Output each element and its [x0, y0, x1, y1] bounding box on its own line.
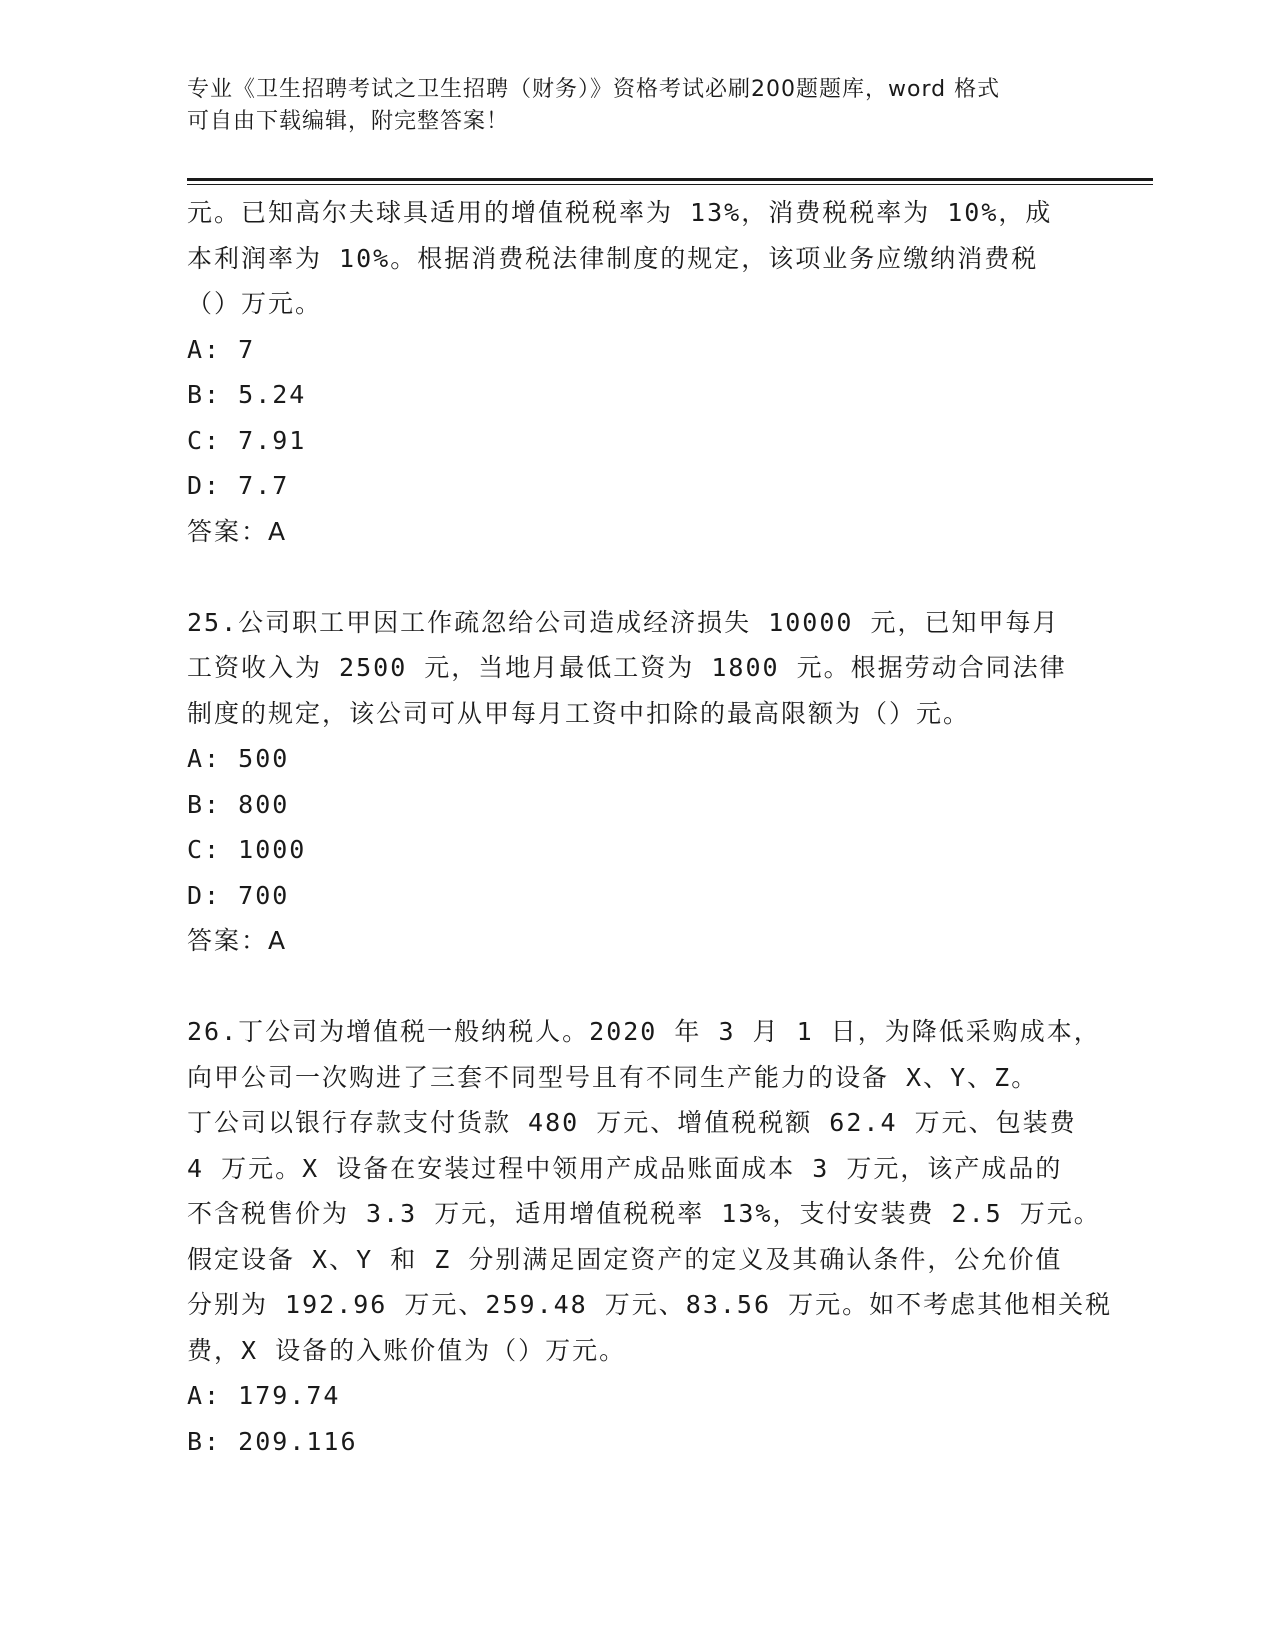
- question-24: [187, 190, 1087, 554]
- question-26-stem-line: 分别为 192.96 万元、259.48 万元、83.56 万元。如不考虑其他相关税: [187, 1290, 1113, 1319]
- page-header: [187, 74, 1087, 138]
- header-rule-thick: [187, 178, 1153, 181]
- question-24-answer: 答案：A: [187, 516, 288, 546]
- question-24-option-a: A: 7: [187, 334, 256, 364]
- question-25-option-c: C: 1000: [187, 835, 307, 864]
- question-25: [187, 600, 1087, 964]
- question-26-stem-line: 丁公司以银行存款支付货款 480 万元、增值税税额 62.4 万元、包装费: [187, 1108, 1077, 1137]
- question-spacer: [187, 964, 1087, 1010]
- question-26-option-b: B: 209.116: [187, 1426, 358, 1456]
- question-25-answer: 答案：A: [187, 926, 288, 955]
- question-26-option-a: A: 179.74: [187, 1381, 341, 1410]
- question-24-stem-line: （）万元。: [187, 289, 323, 318]
- question-24-option-b: B: 5.24: [187, 380, 307, 409]
- question-24-stem-line: 元。已知高尔夫球具适用的增值税税率为 13%，消费税税率为 10%，成: [187, 198, 1053, 227]
- question-24-stem-line: 本利润率为 10%。根据消费税法律制度的规定，该项业务应缴纳消费税: [187, 243, 1039, 273]
- question-25-option-b: B: 800: [187, 789, 290, 819]
- question-26-stem-line: 不含税售价为 3.3 万元，适用增值税税率 13%，支付安装费 2.5 万元。: [187, 1199, 1101, 1228]
- header-title-line-1: 专业《卫生招聘考试之卫生招聘（财务）》资格考试必刷200题题库，word 格式: [187, 77, 1001, 102]
- question-25-stem-line: 25.公司职工甲因工作疏忽给公司造成经济损失 10000 元，已知甲每月: [187, 607, 1060, 637]
- question-24-option-c: C: 7.91: [187, 425, 307, 455]
- question-26: [187, 1009, 1113, 1464]
- question-26-stem-line: 26.丁公司为增值税一般纳税人。2020 年 3 月 1 日，为降低采购成本，: [187, 1017, 1101, 1046]
- header-title-line-2: 可自由下载编辑，附完整答案！: [187, 109, 510, 134]
- question-25-stem-line: 制度的规定，该公司可从甲每月工资中扣除的最高限额为（）元。: [187, 698, 971, 728]
- question-25-option-a: A: 500: [187, 744, 290, 773]
- question-25-stem-line: 工资收入为 2500 元，当地月最低工资为 1800 元。根据劳动合同法律: [187, 653, 1067, 682]
- question-26-stem-line: 向甲公司一次购进了三套不同型号且有不同生产能力的设备 X、Y、Z。: [187, 1062, 1039, 1092]
- question-spacer: [187, 554, 1087, 600]
- question-26-stem-line: 费，X 设备的入账价值为（）万元。: [187, 1335, 627, 1365]
- question-24-option-d: D: 7.7: [187, 471, 290, 500]
- question-26-stem-line: 假定设备 X、Y 和 Z 分别满足固定资产的定义及其确认条件，公允价值: [187, 1244, 1063, 1274]
- header-rule-thin: [187, 184, 1153, 185]
- question-26-stem-line: 4 万元。X 设备在安装过程中领用产成品账面成本 3 万元，该产成品的: [187, 1153, 1063, 1183]
- question-content: [187, 190, 1113, 1464]
- question-25-option-d: D: 700: [187, 880, 290, 910]
